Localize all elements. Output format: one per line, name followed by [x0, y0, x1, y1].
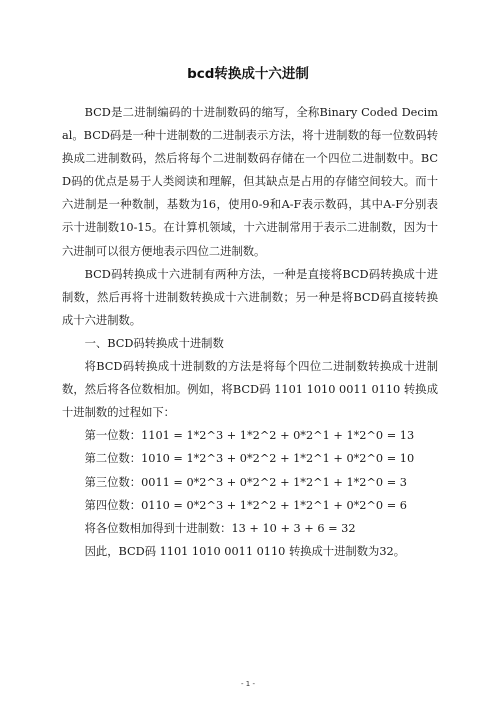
section-paragraph: 将BCD码转换成十进制数的方法是将每个四位二进制数转换成十进制数，然后将各位数相加。例如，将BCD码 1101 1010 0011 0110 转换成十进制数的过程如下：	[62, 360, 438, 420]
conclusion-line: 因此，BCD码 1101 1010 0011 0110 转换成十进制数为32。	[84, 544, 405, 558]
intro-paragraph: BCD是二进制编码的十进制数码的缩写，全称Binary Coded Decimal。BCD码是一种十进制数的二进制表示方法，将十进制数的每一位数码转换成二进制数码，然后将每个二进制数码存储在一个四位二进制数中。BCD码的优点是易于人类阅读和理解，但其缺点是占用的存储空间较大。而十六进制是一种数制，基数为16，使用0-9和A-F表示数码，其中A-F分别表示十进制数10-15。在计算机领域，十六进制常用于表示二进制数，因为十六进制可以很方便地表示四位二进制数。	[62, 106, 438, 258]
document-body	[62, 101, 438, 563]
page-number: - 1 -	[241, 680, 255, 688]
section-heading: 一、BCD码转换成十进制数	[84, 336, 224, 350]
document-title: bcd转换成十六进制	[187, 66, 309, 82]
methods-paragraph: BCD码转换成十六进制有两种方法，一种是直接将BCD码转换成十进制数，然后再将十进制数转换成十六进制数；另一种是将BCD码直接转换成十六进制数。	[62, 267, 438, 327]
sum-line: 将各位数相加得到十进制数：13 + 10 + 3 + 6 = 32	[84, 521, 356, 535]
calc-line-2: 第二位数：1010 = 1*2^3 + 0*2^2 + 1*2^1 + 0*2^0 = 10	[84, 452, 415, 466]
calc-line-3: 第三位数：0011 = 0*2^3 + 0*2^2 + 1*2^1 + 1*2^0 = 3	[84, 475, 407, 489]
calc-line-1: 第一位数：1101 = 1*2^3 + 1*2^2 + 0*2^1 + 1*2^0 = 13	[84, 429, 415, 443]
calc-line-4: 第四位数：0110 = 0*2^3 + 1*2^2 + 1*2^1 + 0*2^0 = 6	[84, 498, 407, 512]
